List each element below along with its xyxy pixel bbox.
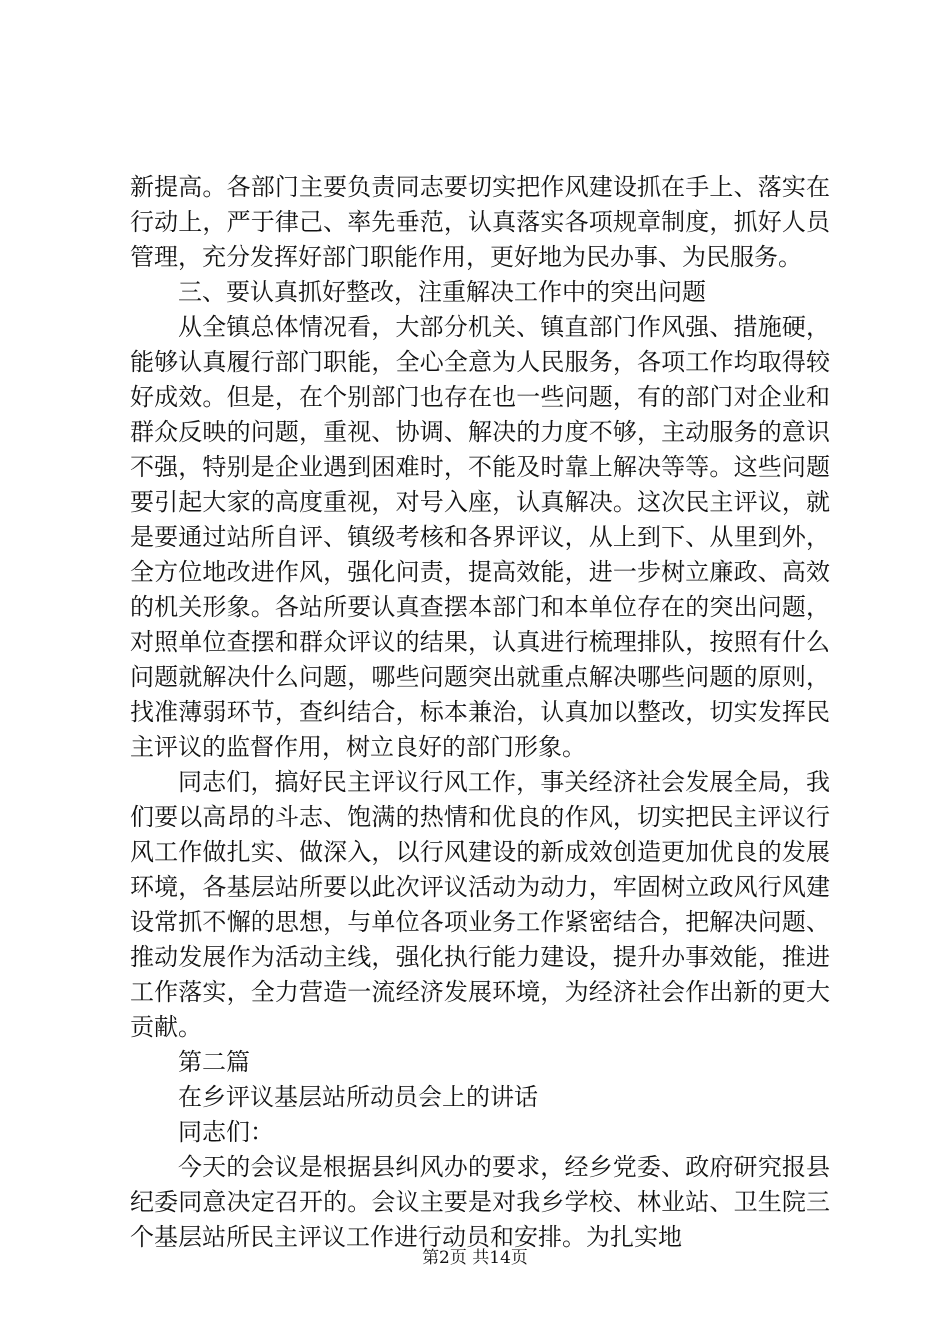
paragraph-continuation: 新提高。各部门主要负责同志要切实把作风建设抓在手上、落实在行动上，严于律己、率先垂范，认真落实各项规章制度，抓好人员管理，充分发挥好部门职能作用，更好地为民办事、为民服务。	[130, 173, 830, 271]
speech-title: 在乡评议基层站所动员会上的讲话	[178, 1083, 538, 1111]
document-body	[130, 170, 830, 1255]
section-heading: 三、要认真抓好整改，注重解决工作中的突出问题	[178, 278, 706, 306]
part-heading: 第二篇	[178, 1048, 250, 1076]
paragraph: 同志们，搞好民主评议行风工作，事关经济社会发展全局，我们要以高昂的斗志、饱满的热情和优良的作风，切实把民主评议行风工作做扎实、做深入，以行风建设的新成效创造更加优良的发展环境，各基层站所要以此次评议活动为动力，牢固树立政风行风建设常抓不懈的思想，与单位各项业务工作紧密结合，把解决问题、推动发展作为活动主线，强化执行能力建设，提升办事效能，推进工作落实，全力营造一流经济发展环境，为经济社会作出新的更大贡献。	[130, 768, 830, 1041]
page-number-footer: 第2页 共14页	[422, 1248, 528, 1268]
paragraph: 今天的会议是根据县纠风办的要求，经乡党委、政府研究报县纪委同意决定召开的。会议主要是对我乡学校、林业站、卫生院三个基层站所民主评议工作进行动员和安排。为扎实地	[130, 1153, 830, 1251]
paragraph: 从全镇总体情况看，大部分机关、镇直部门作风强、措施硬，能够认真履行部门职能，全心全意为人民服务，各项工作均取得较好成效。但是，在个别部门也存在也一些问题，有的部门对企业和群众反映的问题，重视、协调、解决的力度不够，主动服务的意识不强，特别是企业遇到困难时，不能及时靠上解决等等。这些问题要引起大家的高度重视，对号入座，认真解决。这次民主评议，就是要通过站所自评、镇级考核和各界评议，从上到下、从里到外，全方位地改进作风，强化问责，提高效能，进一步树立廉政、高效的机关形象。各站所要认真查摆本部门和本单位存在的突出问题，对照单位查摆和群众评议的结果，认真进行梳理排队，按照有什么问题就解决什么问题，哪些问题突出就重点解决哪些问题的原则，找准薄弱环节，查纠结合，标本兼治，认真加以整改，切实发挥民主评议的监督作用，树立良好的部门形象。	[130, 313, 830, 761]
salutation: 同志们：	[178, 1118, 274, 1146]
